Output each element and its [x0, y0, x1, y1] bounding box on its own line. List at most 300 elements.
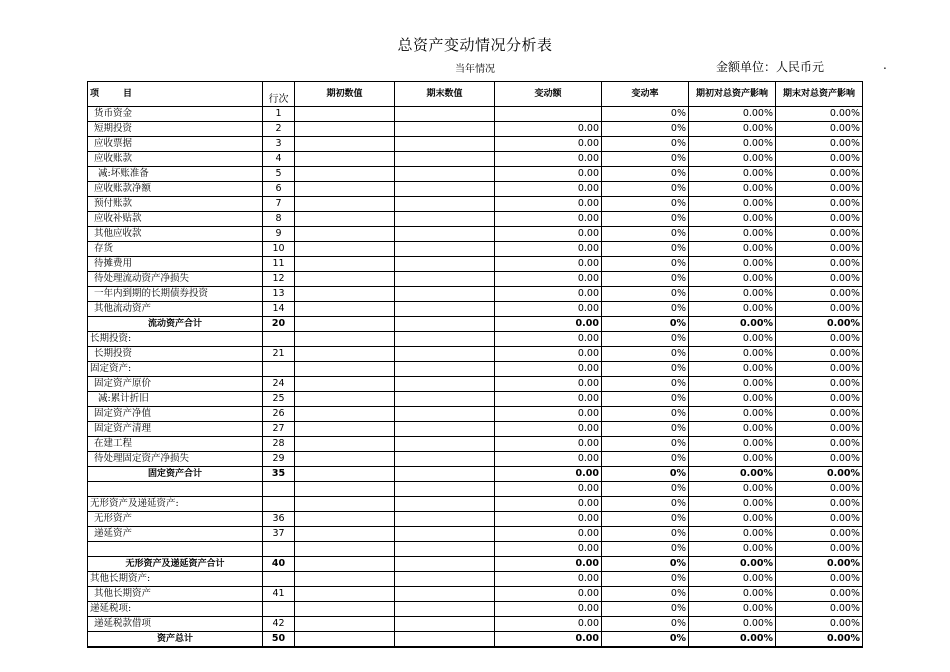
row-line-no: 29: [263, 452, 295, 467]
row-begin-impact: 0.00%: [689, 467, 776, 482]
row-change-rate: 0%: [602, 572, 689, 587]
row-begin-value: [295, 167, 395, 182]
row-begin-impact: 0.00%: [689, 482, 776, 497]
row-begin-value: [295, 362, 395, 377]
row-begin-value: [295, 527, 395, 542]
row-change-rate: 0%: [602, 452, 689, 467]
row-change-rate: 0%: [602, 392, 689, 407]
row-change-rate: 0%: [602, 197, 689, 212]
row-item-name: 待处理固定资产净损失: [88, 452, 263, 467]
row-change-rate: 0%: [602, 377, 689, 392]
row-end-impact: 0.00%: [776, 377, 863, 392]
row-begin-impact: 0.00%: [689, 332, 776, 347]
row-end-value: [395, 317, 495, 332]
row-line-no: 28: [263, 437, 295, 452]
row-begin-value: [295, 587, 395, 602]
row-line-no: 11: [263, 257, 295, 272]
row-begin-impact: 0.00%: [689, 392, 776, 407]
header-begin-value: 期初数值: [295, 82, 395, 107]
row-end-impact: 0.00%: [776, 137, 863, 152]
row-change-rate: 0%: [602, 617, 689, 632]
row-begin-value: [295, 392, 395, 407]
row-begin-impact: 0.00%: [689, 452, 776, 467]
row-change-amount: 0.00: [495, 467, 602, 482]
row-begin-impact: 0.00%: [689, 347, 776, 362]
row-begin-impact: 0.00%: [689, 362, 776, 377]
row-begin-impact: 0.00%: [689, 107, 776, 122]
row-begin-value: [295, 602, 395, 617]
header-change-rate: 变动率: [602, 82, 689, 107]
row-change-rate: 0%: [602, 512, 689, 527]
row-change-rate: 0%: [602, 182, 689, 197]
table-row: [88, 137, 863, 152]
row-item-name: 固定资产:: [88, 362, 263, 377]
row-change-amount: 0.00: [495, 437, 602, 452]
table-row: [88, 152, 863, 167]
row-begin-value: [295, 107, 395, 122]
table-row: [88, 212, 863, 227]
row-begin-value: [295, 482, 395, 497]
row-line-no: 35: [263, 467, 295, 482]
row-change-amount: 0.00: [495, 287, 602, 302]
row-begin-impact: 0.00%: [689, 602, 776, 617]
row-change-rate: 0%: [602, 602, 689, 617]
table-row: [88, 287, 863, 302]
header-begin-impact: 期初对总资产影响: [689, 82, 776, 107]
row-change-amount: 0.00: [495, 497, 602, 512]
row-line-no: 37: [263, 527, 295, 542]
row-change-amount: 0.00: [495, 407, 602, 422]
row-begin-value: [295, 452, 395, 467]
row-end-impact: 0.00%: [776, 272, 863, 287]
row-end-impact: 0.00%: [776, 197, 863, 212]
row-begin-value: [295, 632, 395, 648]
row-begin-value: [295, 467, 395, 482]
row-item-name: 应收账款: [88, 152, 263, 167]
row-item-name: 待处理流动资产净损失: [88, 272, 263, 287]
row-change-amount: 0.00: [495, 602, 602, 617]
table-row: [88, 317, 863, 332]
row-begin-impact: 0.00%: [689, 557, 776, 572]
row-line-no: [263, 497, 295, 512]
header-end-impact: 期末对总资产影响: [776, 82, 863, 107]
row-begin-impact: 0.00%: [689, 422, 776, 437]
table-row: [88, 497, 863, 512]
row-item-name: 应收票据: [88, 137, 263, 152]
row-end-impact: 0.00%: [776, 557, 863, 572]
row-begin-value: [295, 497, 395, 512]
row-line-no: 12: [263, 272, 295, 287]
row-change-amount: 0.00: [495, 197, 602, 212]
row-begin-impact: 0.00%: [689, 437, 776, 452]
header-change-amount: 变动额: [495, 82, 602, 107]
row-end-value: [395, 332, 495, 347]
row-change-amount: 0.00: [495, 257, 602, 272]
row-item-name: 无形资产及递延资产合计: [88, 557, 263, 572]
row-change-amount: 0.00: [495, 542, 602, 557]
row-end-impact: 0.00%: [776, 167, 863, 182]
row-end-impact: 0.00%: [776, 347, 863, 362]
row-begin-impact: 0.00%: [689, 572, 776, 587]
row-end-value: [395, 167, 495, 182]
row-change-amount: 0.00: [495, 182, 602, 197]
row-end-impact: 0.00%: [776, 452, 863, 467]
row-end-value: [395, 287, 495, 302]
row-end-impact: 0.00%: [776, 362, 863, 377]
row-begin-value: [295, 617, 395, 632]
row-begin-impact: 0.00%: [689, 182, 776, 197]
row-line-no: 9: [263, 227, 295, 242]
asset-change-table: [87, 81, 863, 648]
row-line-no: 10: [263, 242, 295, 257]
row-end-value: [395, 362, 495, 377]
row-line-no: 25: [263, 392, 295, 407]
table-row: [88, 542, 863, 557]
row-change-rate: 0%: [602, 272, 689, 287]
row-line-no: 36: [263, 512, 295, 527]
row-change-amount: 0.00: [495, 152, 602, 167]
row-end-impact: 0.00%: [776, 227, 863, 242]
row-end-value: [395, 452, 495, 467]
row-item-name: [88, 542, 263, 557]
row-line-no: 6: [263, 182, 295, 197]
row-end-value: [395, 467, 495, 482]
row-line-no: [263, 602, 295, 617]
row-line-no: 40: [263, 557, 295, 572]
row-end-value: [395, 632, 495, 648]
table-row: [88, 617, 863, 632]
row-change-rate: 0%: [602, 542, 689, 557]
row-begin-value: [295, 542, 395, 557]
row-end-impact: 0.00%: [776, 632, 863, 648]
row-change-rate: 0%: [602, 422, 689, 437]
table-row: [88, 107, 863, 122]
row-end-impact: 0.00%: [776, 392, 863, 407]
row-end-impact: 0.00%: [776, 512, 863, 527]
row-change-amount: [495, 107, 602, 122]
row-begin-impact: 0.00%: [689, 167, 776, 182]
row-line-no: 4: [263, 152, 295, 167]
row-line-no: 2: [263, 122, 295, 137]
row-change-rate: 0%: [602, 437, 689, 452]
row-end-impact: 0.00%: [776, 482, 863, 497]
row-line-no: 14: [263, 302, 295, 317]
row-end-value: [395, 407, 495, 422]
row-end-impact: 0.00%: [776, 107, 863, 122]
row-item-name: 减:累计折旧: [88, 392, 263, 407]
row-item-name: 递延税款借项: [88, 617, 263, 632]
row-line-no: 5: [263, 167, 295, 182]
row-end-value: [395, 587, 495, 602]
table-row: [88, 557, 863, 572]
row-end-value: [395, 182, 495, 197]
row-change-rate: 0%: [602, 482, 689, 497]
row-begin-impact: 0.00%: [689, 587, 776, 602]
row-change-amount: 0.00: [495, 392, 602, 407]
row-change-amount: 0.00: [495, 587, 602, 602]
row-begin-impact: 0.00%: [689, 287, 776, 302]
row-begin-value: [295, 152, 395, 167]
header-end-value: 期末数值: [395, 82, 495, 107]
row-change-rate: 0%: [602, 497, 689, 512]
row-end-impact: 0.00%: [776, 587, 863, 602]
header-item: 项 目: [88, 82, 263, 107]
row-line-no: 41: [263, 587, 295, 602]
row-end-value: [395, 602, 495, 617]
row-end-value: [395, 122, 495, 137]
row-line-no: 7: [263, 197, 295, 212]
row-begin-impact: 0.00%: [689, 542, 776, 557]
row-begin-value: [295, 572, 395, 587]
row-end-impact: 0.00%: [776, 257, 863, 272]
row-begin-value: [295, 137, 395, 152]
row-item-name: 资产总计: [88, 632, 263, 648]
table-row: [88, 272, 863, 287]
row-item-name: 应收补贴款: [88, 212, 263, 227]
row-begin-value: [295, 287, 395, 302]
row-change-rate: 0%: [602, 257, 689, 272]
row-change-rate: 0%: [602, 587, 689, 602]
row-end-value: [395, 272, 495, 287]
row-item-name: 固定资产清理: [88, 422, 263, 437]
table-row: [88, 257, 863, 272]
row-begin-impact: 0.00%: [689, 212, 776, 227]
row-begin-impact: 0.00%: [689, 317, 776, 332]
row-begin-value: [295, 512, 395, 527]
row-end-impact: 0.00%: [776, 407, 863, 422]
row-change-amount: 0.00: [495, 452, 602, 467]
row-item-name: 一年内到期的长期债券投资: [88, 287, 263, 302]
row-item-name: 应收账款净额: [88, 182, 263, 197]
row-item-name: 固定资产合计: [88, 467, 263, 482]
row-line-no: 21: [263, 347, 295, 362]
table-row: [88, 602, 863, 617]
table-row: [88, 197, 863, 212]
row-begin-value: [295, 377, 395, 392]
row-begin-impact: 0.00%: [689, 377, 776, 392]
table-row: [88, 242, 863, 257]
row-end-value: [395, 302, 495, 317]
row-change-rate: 0%: [602, 527, 689, 542]
row-item-name: 无形资产及递延资产:: [88, 497, 263, 512]
row-begin-value: [295, 302, 395, 317]
row-change-rate: 0%: [602, 407, 689, 422]
row-change-amount: 0.00: [495, 482, 602, 497]
table-row: [88, 467, 863, 482]
row-end-value: [395, 557, 495, 572]
row-begin-impact: 0.00%: [689, 497, 776, 512]
table-row: [88, 422, 863, 437]
table-row: [88, 407, 863, 422]
row-begin-value: [295, 122, 395, 137]
row-line-no: [263, 332, 295, 347]
row-change-amount: 0.00: [495, 317, 602, 332]
row-end-impact: 0.00%: [776, 467, 863, 482]
row-end-value: [395, 617, 495, 632]
row-begin-value: [295, 347, 395, 362]
row-change-amount: 0.00: [495, 347, 602, 362]
row-end-value: [395, 242, 495, 257]
row-end-impact: 0.00%: [776, 212, 863, 227]
table-row: [88, 572, 863, 587]
table-row: [88, 587, 863, 602]
row-item-name: 固定资产原价: [88, 377, 263, 392]
row-end-value: [395, 377, 495, 392]
row-end-impact: 0.00%: [776, 617, 863, 632]
row-end-value: [395, 512, 495, 527]
trailing-mark: .: [883, 58, 887, 72]
row-change-amount: 0.00: [495, 242, 602, 257]
row-item-name: 减:坏账准备: [88, 167, 263, 182]
row-line-no: 8: [263, 212, 295, 227]
row-end-value: [395, 137, 495, 152]
row-line-no: 3: [263, 137, 295, 152]
row-begin-value: [295, 557, 395, 572]
table-row: [88, 182, 863, 197]
row-line-no: [263, 482, 295, 497]
row-end-value: [395, 572, 495, 587]
row-end-value: [395, 107, 495, 122]
table-body: [88, 107, 863, 648]
table-row: [88, 437, 863, 452]
row-item-name: 待摊费用: [88, 257, 263, 272]
row-change-rate: 0%: [602, 242, 689, 257]
row-end-impact: 0.00%: [776, 572, 863, 587]
row-end-impact: 0.00%: [776, 152, 863, 167]
header-row: [88, 82, 863, 107]
table-row: [88, 332, 863, 347]
row-item-name: 固定资产净值: [88, 407, 263, 422]
row-change-amount: 0.00: [495, 272, 602, 287]
row-begin-impact: 0.00%: [689, 272, 776, 287]
row-item-name: 其他应收款: [88, 227, 263, 242]
row-end-impact: 0.00%: [776, 542, 863, 557]
table-row: [88, 512, 863, 527]
row-end-impact: 0.00%: [776, 287, 863, 302]
row-end-impact: 0.00%: [776, 302, 863, 317]
row-change-amount: 0.00: [495, 227, 602, 242]
row-item-name: 流动资产合计: [88, 317, 263, 332]
row-item-name: 长期投资: [88, 347, 263, 362]
row-change-rate: 0%: [602, 107, 689, 122]
row-change-amount: 0.00: [495, 212, 602, 227]
row-begin-impact: 0.00%: [689, 302, 776, 317]
table-row: [88, 377, 863, 392]
table-row: [88, 482, 863, 497]
row-item-name: 其他长期资产:: [88, 572, 263, 587]
row-change-amount: 0.00: [495, 617, 602, 632]
row-end-impact: 0.00%: [776, 602, 863, 617]
row-end-impact: 0.00%: [776, 527, 863, 542]
row-change-rate: 0%: [602, 467, 689, 482]
row-begin-impact: 0.00%: [689, 242, 776, 257]
row-change-amount: 0.00: [495, 302, 602, 317]
row-begin-impact: 0.00%: [689, 407, 776, 422]
row-change-rate: 0%: [602, 347, 689, 362]
row-line-no: 26: [263, 407, 295, 422]
row-change-amount: 0.00: [495, 167, 602, 182]
row-change-rate: 0%: [602, 122, 689, 137]
row-begin-value: [295, 182, 395, 197]
row-line-no: 50: [263, 632, 295, 648]
row-change-amount: 0.00: [495, 332, 602, 347]
row-line-no: [263, 542, 295, 557]
row-item-name: 预付账款: [88, 197, 263, 212]
row-begin-impact: 0.00%: [689, 632, 776, 648]
table-row: [88, 527, 863, 542]
row-end-impact: 0.00%: [776, 437, 863, 452]
row-begin-value: [295, 317, 395, 332]
row-end-value: [395, 227, 495, 242]
row-item-name: 货币资金: [88, 107, 263, 122]
row-begin-impact: 0.00%: [689, 152, 776, 167]
row-begin-value: [295, 407, 395, 422]
row-line-no: 1: [263, 107, 295, 122]
row-line-no: 20: [263, 317, 295, 332]
row-begin-impact: 0.00%: [689, 227, 776, 242]
row-item-name: 在建工程: [88, 437, 263, 452]
row-change-rate: 0%: [602, 302, 689, 317]
row-end-value: [395, 257, 495, 272]
row-end-value: [395, 212, 495, 227]
row-end-impact: 0.00%: [776, 122, 863, 137]
row-change-amount: 0.00: [495, 632, 602, 648]
row-begin-value: [295, 197, 395, 212]
row-change-amount: 0.00: [495, 377, 602, 392]
row-item-name: 短期投资: [88, 122, 263, 137]
row-change-rate: 0%: [602, 317, 689, 332]
row-begin-impact: 0.00%: [689, 617, 776, 632]
currency-unit: 金额单位：人民币元: [716, 60, 825, 74]
row-line-no: [263, 362, 295, 377]
row-end-value: [395, 152, 495, 167]
row-begin-impact: 0.00%: [689, 257, 776, 272]
row-begin-impact: 0.00%: [689, 122, 776, 137]
table-row: [88, 632, 863, 648]
row-change-rate: 0%: [602, 332, 689, 347]
row-end-impact: 0.00%: [776, 317, 863, 332]
table-row: [88, 227, 863, 242]
row-line-no: 13: [263, 287, 295, 302]
row-change-rate: 0%: [602, 227, 689, 242]
row-begin-impact: 0.00%: [689, 137, 776, 152]
row-begin-value: [295, 257, 395, 272]
row-line-no: 27: [263, 422, 295, 437]
table-row: [88, 347, 863, 362]
page-title: 总资产变动情况分析表: [397, 36, 553, 54]
row-end-value: [395, 527, 495, 542]
row-change-amount: 0.00: [495, 557, 602, 572]
row-end-value: [395, 347, 495, 362]
row-begin-value: [295, 437, 395, 452]
row-end-value: [395, 422, 495, 437]
row-item-name: 其他长期资产: [88, 587, 263, 602]
row-end-value: [395, 392, 495, 407]
row-end-impact: 0.00%: [776, 242, 863, 257]
row-item-name: [88, 482, 263, 497]
row-change-rate: 0%: [602, 362, 689, 377]
table-row: [88, 167, 863, 182]
row-item-name: 其他流动资产: [88, 302, 263, 317]
row-end-impact: 0.00%: [776, 497, 863, 512]
row-change-amount: 0.00: [495, 572, 602, 587]
row-begin-value: [295, 272, 395, 287]
row-change-rate: 0%: [602, 152, 689, 167]
row-change-rate: 0%: [602, 632, 689, 648]
row-change-amount: 0.00: [495, 362, 602, 377]
row-change-rate: 0%: [602, 557, 689, 572]
row-item-name: 递延税项:: [88, 602, 263, 617]
